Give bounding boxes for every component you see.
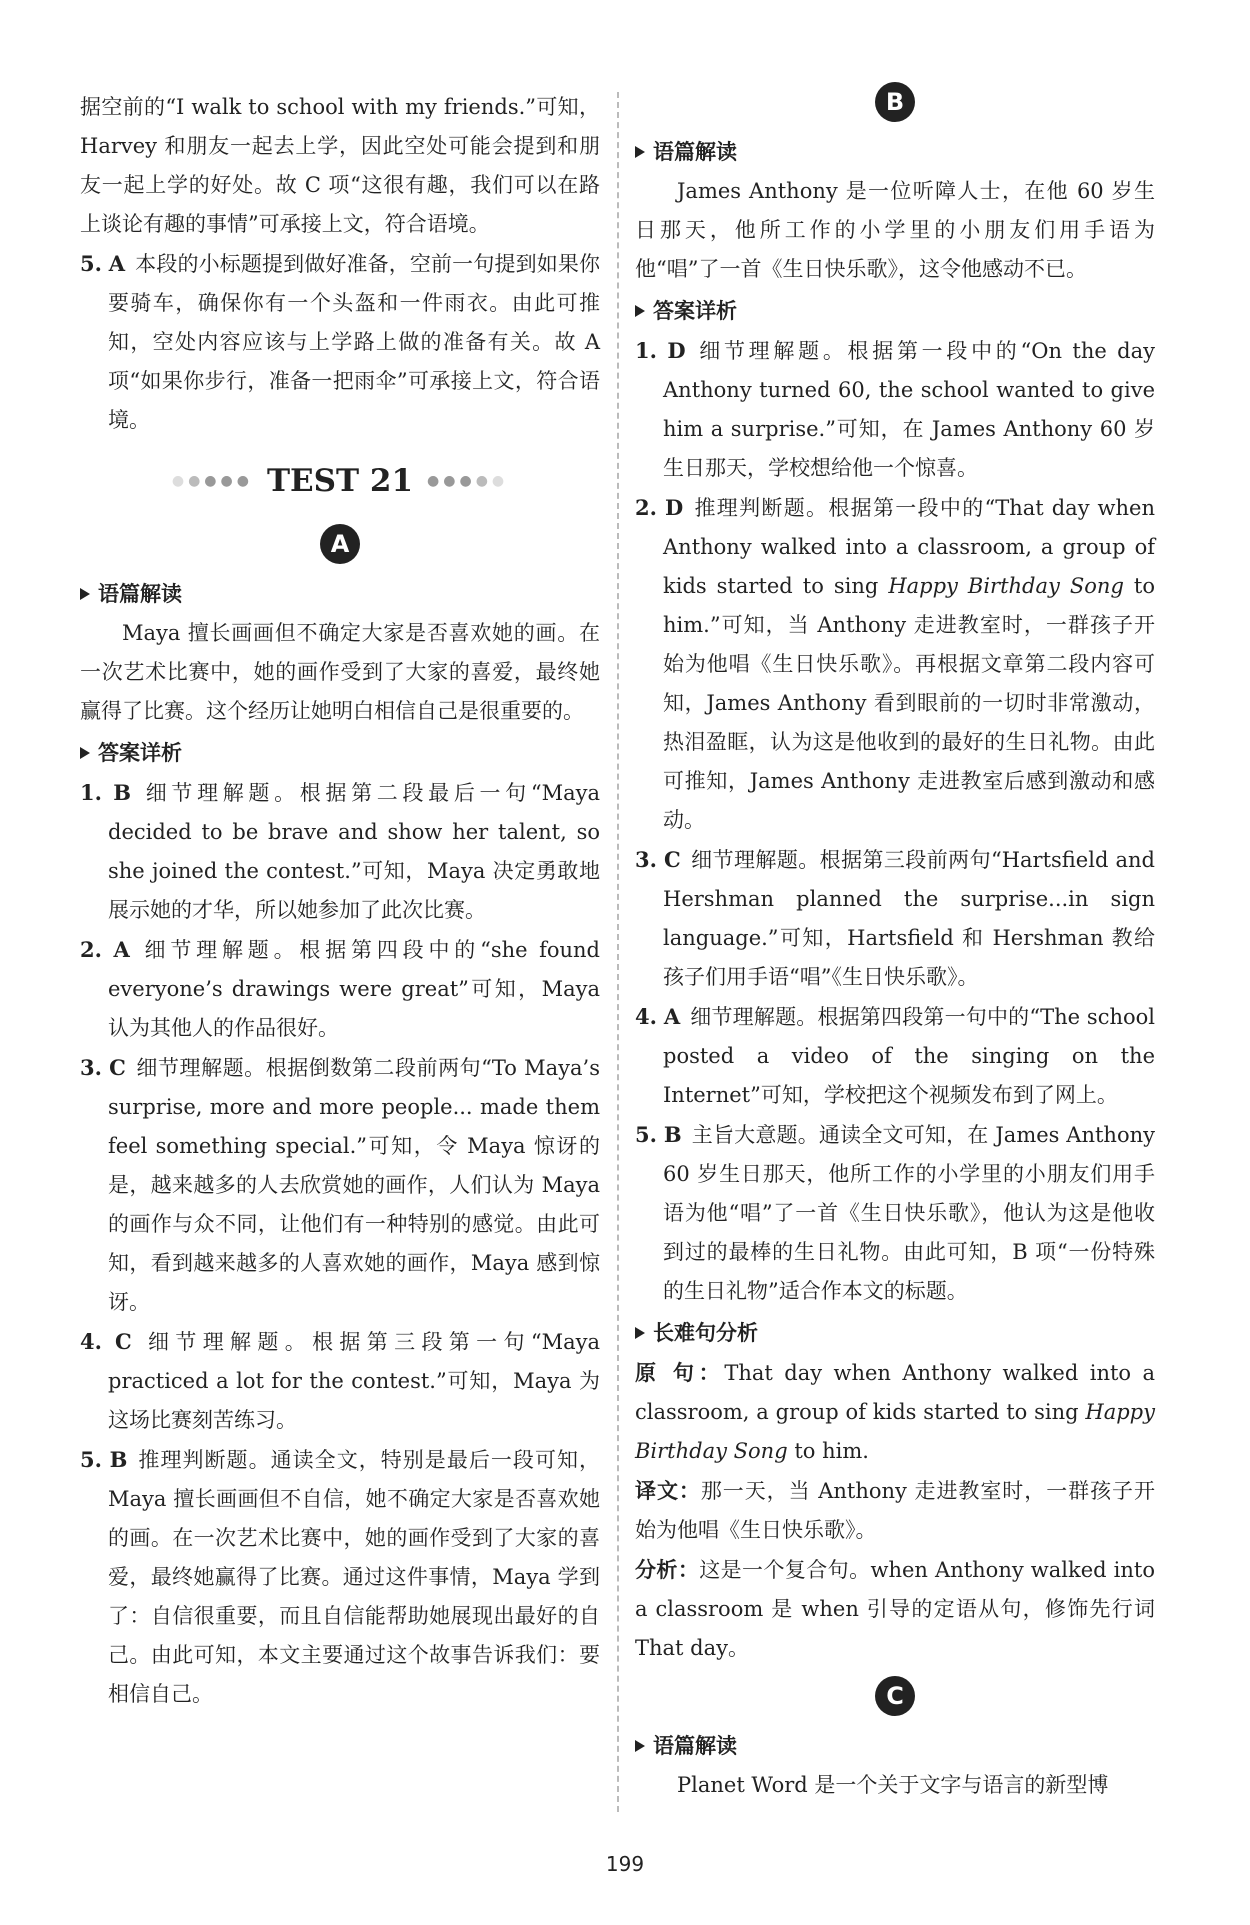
item-answer: D xyxy=(667,338,686,363)
answer-item-b3 xyxy=(635,840,1155,997)
section-c-badge: C xyxy=(875,1676,915,1716)
item-number: 2. xyxy=(80,937,102,962)
item-number: 1. xyxy=(635,338,657,363)
triangle-bullet-icon xyxy=(80,747,90,759)
item-explanation: 细节理解题。根据倒数第二段前两句“To Maya’s surprise, more and more people... made them feel something special.”可知，令 Maya 惊讶的是，越来越多的人去欣赏她的画作，人们认为 Maya 的画作与众不同，让他们有一种特别的感觉。由此可知，看到越来越多的人喜欢她的画作，Maya 感到惊讶。 xyxy=(108,1056,600,1314)
item-explanation: 细节理解题。根据第三段前两句“Hartsfield and Hershman planned the surprise...in sign language.”可知，Hartsfield 和 Hershman 教给孩子们用手语“唱”《生日快乐歌》。 xyxy=(663,848,1155,989)
item-answer: D xyxy=(664,495,684,520)
item-number: 2. xyxy=(635,495,657,520)
item-explanation: 细节理解题。根据第三段第一句“Maya practiced a lot for the contest.”可知，Maya 为这场比赛刻苦练习。 xyxy=(108,1330,600,1432)
analysis-text: 这是一个复合句。when Anthony walked into a classroom 是 when 引导的定语从句，修饰先行词 That day。 xyxy=(635,1558,1156,1660)
section-b-badge-wrap xyxy=(635,74,1155,130)
reading-summary-a: Maya 擅长画画但不确定大家是否喜欢她的画。在一次艺术比赛中，她的画作受到了大家的喜爱，最终她赢得了比赛。这个经历让她明白相信自己是很重要的。 xyxy=(80,621,600,723)
item-answer: C xyxy=(664,847,681,872)
analysis xyxy=(635,1550,1155,1668)
reading-summary-c: Planet Word 是一个关于文字与语言的新型博 xyxy=(677,1773,1109,1797)
original-text-part2: to him. xyxy=(787,1439,869,1463)
item-explanation-part2: to him.”可知，当 Anthony 走进教室时，一群孩子开始为他唱《生日快乐歌》。再根据文章第二段内容可知，James Anthony 看到眼前的一切时非常激动，热泪盈眶，认为这是他收到的最好的生日礼物。由此可推知，James Anthony 走进教室后感到激动和感动。 xyxy=(663,574,1155,832)
section-c-badge-wrap xyxy=(635,1668,1155,1724)
triangle-bullet-icon xyxy=(80,588,90,600)
answer-item-3 xyxy=(80,1048,600,1322)
decorative-dots-left: ●●●●● xyxy=(171,473,253,489)
heading-text: 语篇解读 xyxy=(653,140,737,164)
item-answer: C xyxy=(114,1329,132,1354)
heading-text: 语篇解读 xyxy=(98,582,182,606)
item-explanation: 细节理解题。根据第一段中的“On the day Anthony turned 60, the school wanted to give him a surprise.”可知，在 James Anthony 60 岁生日那天，学校想给他一个惊喜。 xyxy=(663,339,1155,480)
section-a-badge-wrap xyxy=(80,516,600,572)
answer-item-b4 xyxy=(635,997,1155,1115)
answers-heading-b xyxy=(635,291,1155,331)
reading-heading-a xyxy=(80,574,600,614)
original-sentence xyxy=(635,1353,1155,1471)
column-divider xyxy=(617,92,619,1812)
item-number: 3. xyxy=(80,1055,102,1080)
test-title xyxy=(80,446,600,516)
item-explanation: 本段的小标题提到做好准备，空前一句提到如果你要骑车，确保你有一个头盔和一件雨衣。由此可推知，空处内容应该与上学路上做的准备有关。故 A 项“如果你步行，准备一把雨伞”可承接上文，符合语境。 xyxy=(108,252,600,432)
answer-item-b5 xyxy=(635,1115,1155,1311)
item-answer: A xyxy=(663,1004,681,1029)
answer-item-1 xyxy=(80,773,600,930)
original-text-part1: That day when Anthony walked into a classroom, a group of kids started to sing xyxy=(635,1361,1155,1424)
item-number: 3. xyxy=(635,847,657,872)
triangle-bullet-icon xyxy=(635,1740,645,1752)
right-column xyxy=(635,74,1155,1805)
item-number: 5. xyxy=(635,1122,657,1147)
triangle-bullet-icon xyxy=(635,305,645,317)
item-number: 4. xyxy=(635,1004,657,1029)
continued-explanation: 据空前的“I walk to school with my friends.”可知，Harvey 和朋友一起去上学，因此空处可能会提到和朋友一起上学的好处。故 C 项“这很有趣，我们可以在路上谈论有趣的事情”可承接上文，符合语境。 xyxy=(80,95,600,236)
item-explanation: 主旨大意题。通读全文可知，在 James Anthony 60 岁生日那天，他所工作的小学里的小朋友们用手语为他“唱”了一首《生日快乐歌》，他认为这是他收到过的最棒的生日礼物。由此可知，B 项“一份特殊的生日礼物”适合作本文的标题。 xyxy=(663,1123,1155,1303)
item-explanation: 细节理解题。根据第四段中的“she found everyone’s drawings were great”可知，Maya 认为其他人的作品很好。 xyxy=(108,938,600,1040)
item-explanation-part1: 推理判断题。根据第一段中的“That day when Anthony walked into a classroom, a group of kids started to sing xyxy=(663,496,1155,598)
item-number: 4. xyxy=(80,1329,102,1354)
answer-item-b2 xyxy=(635,488,1155,840)
reading-summary-b: James Anthony 是一位听障人士，在他 60 岁生日那天，他所工作的小学里的小朋友们用手语为他“唱”了一首《生日快乐歌》，这令他感动不已。 xyxy=(635,179,1155,281)
heading-text: 答案详析 xyxy=(98,741,182,765)
original-label: 原 句： xyxy=(635,1360,725,1385)
song-title: Happy Birthday Song xyxy=(635,1400,1155,1463)
item-explanation: 细节理解题。根据第四段第一句中的“The school posted a video of the singing on the Internet”可知，学校把这个视频发布到了网上。 xyxy=(663,1005,1155,1107)
section-b-badge: B xyxy=(875,82,915,122)
item-answer: A xyxy=(108,251,126,276)
item-answer: C xyxy=(109,1055,126,1080)
page-number: 199 xyxy=(605,1852,645,1876)
heading-text: 语篇解读 xyxy=(653,1734,737,1758)
translation-label: 译文： xyxy=(635,1478,701,1503)
item-answer: B xyxy=(109,1447,128,1472)
analysis-label: 分析： xyxy=(635,1557,700,1582)
answer-item-q5-prev xyxy=(80,244,600,440)
left-column xyxy=(80,88,600,1714)
item-explanation: 推理判断题。通读全文，特别是最后一段可知，Maya 擅长画画但不自信，她不确定大家是否喜欢她的画。在一次艺术比赛中，她的画作受到了大家的喜爱，最终她赢得了比赛。通过这件事情，Maya 学到了：自信很重要，而且自信能帮助她展现出最好的自己。由此可知，本文主要通过这个故事告诉我们：要相信自己。 xyxy=(108,1448,601,1706)
item-answer: A xyxy=(113,937,130,962)
triangle-bullet-icon xyxy=(635,146,645,158)
heading-text: 答案详析 xyxy=(653,299,737,323)
test-title-label: TEST 21 xyxy=(266,463,414,499)
translation xyxy=(635,1471,1155,1550)
long-sentence-heading xyxy=(635,1313,1155,1353)
item-number: 1. xyxy=(80,780,102,805)
item-number: 5. xyxy=(80,1447,102,1472)
item-explanation: 细节理解题。根据第二段最后一句“Maya decided to be brave and show her talent, so she joined the contest.”可知，Maya 决定勇敢地展示她的才华，所以她参加了此次比赛。 xyxy=(108,781,600,922)
answer-item-b1 xyxy=(635,331,1155,488)
triangle-bullet-icon xyxy=(635,1327,645,1339)
answer-item-4 xyxy=(80,1322,600,1440)
decorative-dots-right: ●●●●● xyxy=(427,473,509,489)
reading-heading-b xyxy=(635,132,1155,172)
section-a-badge: A xyxy=(320,524,360,564)
answer-item-2 xyxy=(80,930,600,1048)
translation-text: 那一天，当 Anthony 走进教室时，一群孩子开始为他唱《生日快乐歌》。 xyxy=(635,1479,1155,1542)
item-answer: B xyxy=(113,780,132,805)
reading-heading-c xyxy=(635,1726,1155,1766)
item-answer: B xyxy=(663,1122,682,1147)
answer-item-5 xyxy=(80,1440,600,1714)
song-title: Happy Birthday Song xyxy=(888,574,1124,598)
answers-heading-a xyxy=(80,733,600,773)
heading-text: 长难句分析 xyxy=(653,1321,758,1345)
item-number: 5. xyxy=(80,251,102,276)
